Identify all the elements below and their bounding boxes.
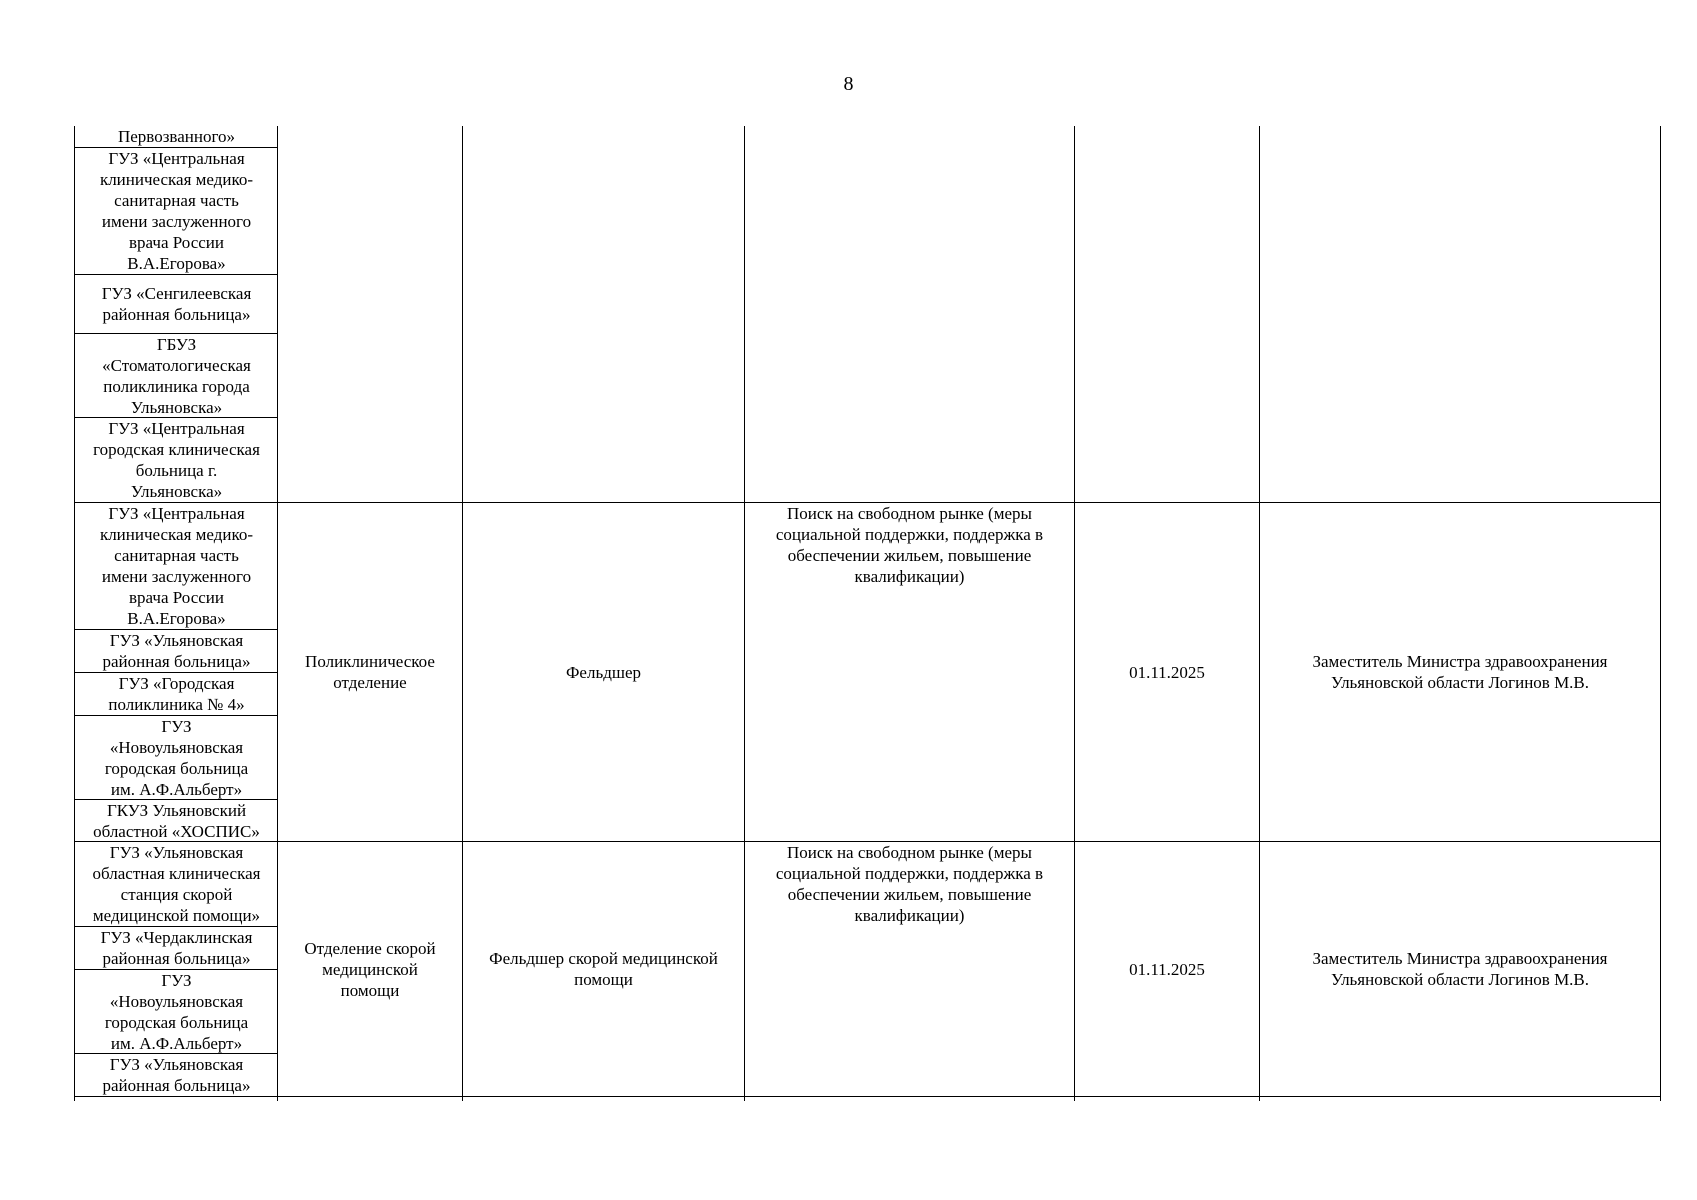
org-cell: Первозванного»	[117, 127, 236, 146]
responsible-cell: Заместитель Министра здравоохранения Ульяновской области Логинов М.В.	[1312, 949, 1608, 989]
position-cell: Фельдшер	[566, 662, 641, 682]
page-number: 8	[843, 73, 854, 95]
org-cell: ГУЗ «Чердаклинская районная больница»	[100, 928, 253, 968]
org-cell: ГУЗ «Центральная клиническая медико- санитарная часть имени заслуженного врача России В.А.Егорова»	[99, 504, 254, 628]
position-cell: Фельдшер скорой медицинской помощи	[489, 949, 718, 989]
table-border-bottom	[74, 1096, 1661, 1097]
org-cell: ГУЗ «Городская поликлиника № 4»	[108, 674, 245, 714]
org-cell: ГБУЗ «Стоматологическая поликлиника города Ульяновска»	[102, 334, 251, 417]
org-cell: ГУЗ «Ульяновская районная больница»	[102, 631, 251, 671]
org-cell: ГУЗ «Ульяновская областная клиническая станция скорой медицинской помощи»	[92, 843, 261, 925]
measures-cell: Поиск на свободном рынке (меры социальной поддержки, поддержка в обеспечении жильем, повышение квалификации)	[775, 504, 1044, 586]
measures-cell: Поиск на свободном рынке (меры социальной поддержки, поддержка в обеспечении жильем, повышение квалификации)	[775, 843, 1044, 925]
table-border-right	[1660, 126, 1661, 1101]
org-cell: ГУЗ «Сенгилеевская районная больница»	[101, 284, 252, 324]
org-cell: ГУЗ «Новоульяновская городская больница им. А.Ф.Альберт»	[104, 970, 249, 1053]
deadline-cell: 01.11.2025	[1129, 662, 1205, 682]
org-cell: ГУЗ «Центральная городская клиническая больница г. Ульяновска»	[93, 419, 260, 501]
org-cell: ГКУЗ Ульяновский областной «ХОСПИС»	[93, 800, 260, 841]
department-cell: Поликлиническое отделение	[305, 652, 435, 692]
org-cell: ГУЗ «Новоульяновская городская больница им. А.Ф.Альберт»	[104, 716, 249, 799]
org-cell: ГУЗ «Центральная клиническая медико- санитарная часть имени заслуженного врача России В.А.Егорова»	[99, 149, 254, 273]
deadline-cell: 01.11.2025	[1129, 959, 1205, 979]
responsible-cell: Заместитель Министра здравоохранения Ульяновской области Логинов М.В.	[1312, 652, 1608, 692]
department-cell: Отделение скорой медицинской помощи	[304, 938, 436, 1000]
org-cell: ГУЗ «Ульяновская районная больница»	[102, 1055, 251, 1095]
